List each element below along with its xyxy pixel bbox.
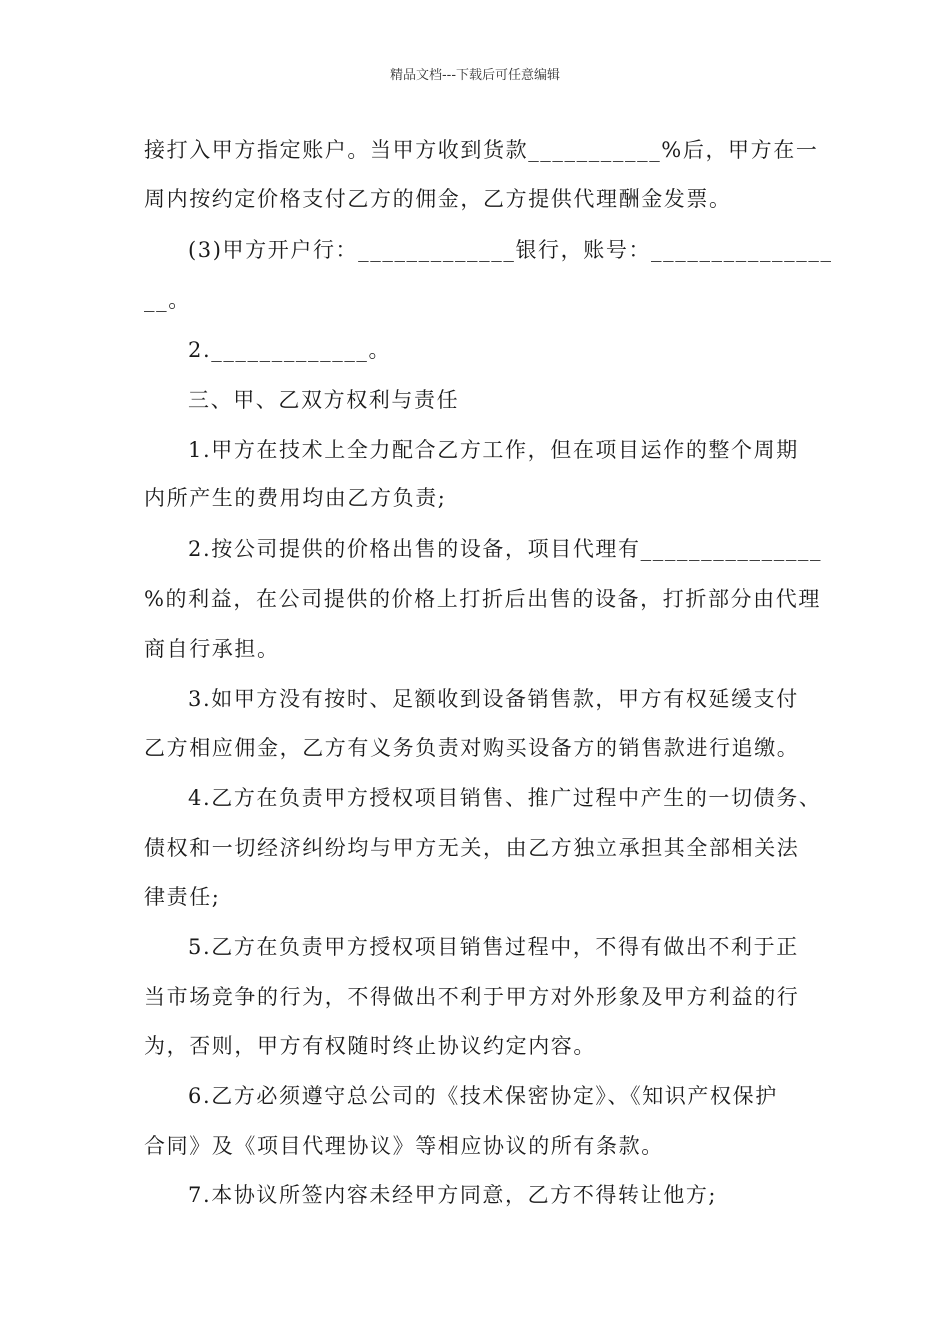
text-line: (3)甲方开户行：_____________银行，账号：_______________ (188, 238, 833, 262)
text-line: 周内按约定价格支付乙方的佣金，乙方提供代理酬金发票。 (144, 187, 732, 211)
text-line: 内所产生的费用均由乙方负责; (144, 486, 447, 510)
page-header: 精品文档---下载后可任意编辑 (389, 68, 561, 83)
text-line: 合同》及《项目代理协议》等相应协议的所有条款。 (144, 1134, 664, 1158)
text-line: __。 (144, 288, 191, 312)
section-heading: 三、甲、乙双方权利与责任 (188, 388, 460, 412)
text-line: 1.甲方在技术上全力配合乙方工作，但在项目运作的整个周期 (188, 438, 799, 462)
text-line: 债权和一切经济纠纷均与甲方无关，由乙方独立承担其全部相关法 (144, 836, 800, 860)
text-line: 2._____________。 (188, 338, 392, 362)
text-line: 7.本协议所签内容未经甲方同意，乙方不得转让他方; (188, 1183, 718, 1207)
text-line: 5.乙方在负责甲方授权项目销售过程中，不得有做出不利于正 (188, 935, 799, 959)
text-line: 为，否则，甲方有权随时终止协议约定内容。 (144, 1034, 596, 1058)
text-line: 商自行承担。 (144, 637, 280, 661)
text-line: 2.按公司提供的价格出售的设备，项目代理有_______________ (188, 537, 823, 561)
text-line: 6.乙方必须遵守总公司的《技术保密协定》、《知识产权保护 (188, 1084, 778, 1108)
text-line: 当市场竞争的行为，不得做出不利于甲方对外形象及甲方利益的行 (144, 985, 800, 1009)
text-line: 接打入甲方指定账户。当甲方收到货款___________%后，甲方在一 (144, 138, 819, 162)
text-line: %的利益，在公司提供的价格上打折后出售的设备，打折部分由代理 (144, 587, 821, 611)
text-line: 4.乙方在负责甲方授权项目销售、推广过程中产生的一切债务、 (188, 786, 822, 810)
text-line: 律责任; (144, 885, 221, 909)
text-line: 乙方相应佣金，乙方有义务负责对购买设备方的销售款进行追缴。 (144, 736, 800, 760)
text-line: 3.如甲方没有按时、足额收到设备销售款，甲方有权延缓支付 (188, 687, 799, 711)
